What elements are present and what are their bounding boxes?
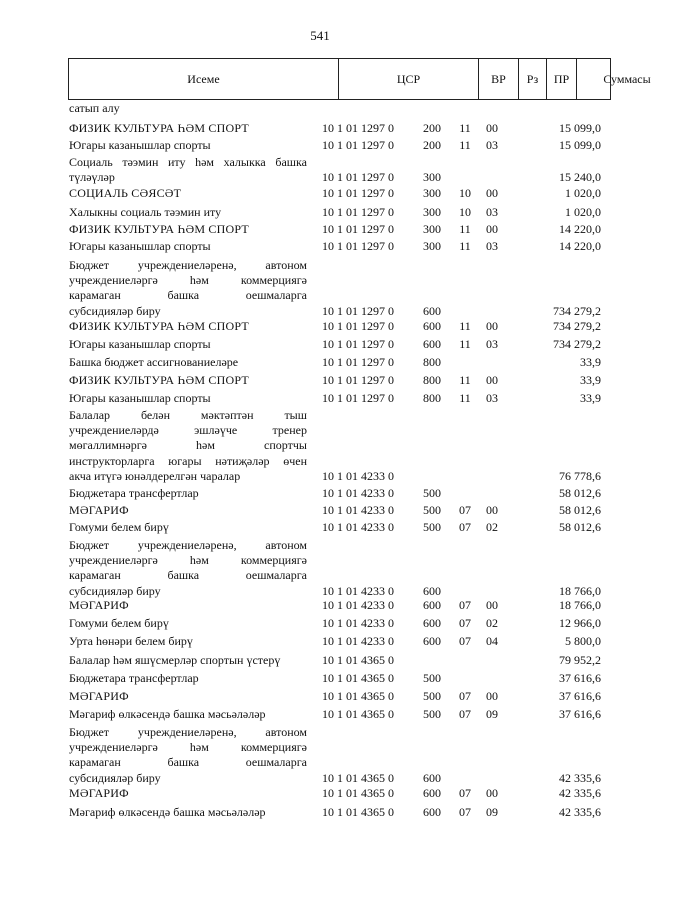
row-pr: 02 bbox=[486, 616, 498, 630]
row-name-line: Бюджет учреждениеләренә, автоном bbox=[69, 258, 307, 272]
row-pr: 02 bbox=[486, 520, 498, 534]
row-sum: 5 800,0 bbox=[565, 634, 601, 648]
row-vr: 500 bbox=[423, 486, 441, 500]
row-rz: 07 bbox=[459, 520, 471, 534]
row-name-line: Балалар һәм яшүсмерләр спортын үстерү bbox=[69, 653, 281, 667]
row-name-line: Бюджетара трансфертлар bbox=[69, 486, 199, 500]
row-name bbox=[69, 486, 307, 501]
row-pr: 03 bbox=[486, 138, 498, 152]
row-sum: 15 099,0 bbox=[559, 121, 601, 135]
row-vr: 600 bbox=[423, 583, 441, 598]
row-vr: 500 bbox=[423, 671, 441, 685]
row-name bbox=[69, 598, 307, 613]
row-sum: 14 220,0 bbox=[559, 239, 601, 253]
row-pr: 00 bbox=[486, 186, 498, 200]
row-sum: 37 616,6 bbox=[559, 707, 601, 721]
row-name-line: Башка бюджет ассигнованиеләре bbox=[69, 355, 239, 369]
row-name-line: МӘГАРИФ bbox=[69, 503, 129, 517]
row-name bbox=[69, 373, 307, 388]
header-pr: ПР bbox=[547, 59, 577, 99]
row-csr: 10 1 01 4365 0 bbox=[322, 707, 394, 721]
row-name bbox=[69, 671, 307, 686]
row-pr: 04 bbox=[486, 634, 498, 648]
page-number: 541 bbox=[310, 28, 330, 43]
row-rz: 11 bbox=[459, 138, 471, 152]
row-sum: 58 012,6 bbox=[559, 503, 601, 517]
row-vr: 500 bbox=[423, 503, 441, 517]
row-csr: 10 1 01 1297 0 bbox=[322, 391, 394, 405]
row-name bbox=[69, 258, 307, 319]
row-name bbox=[69, 391, 307, 406]
row-name-line: МӘГАРИФ bbox=[69, 689, 129, 703]
row-rz: 11 bbox=[459, 239, 471, 253]
header-name: Исеме bbox=[69, 59, 339, 99]
row-name-line: учреждениеләрдә эшләүче тренер bbox=[69, 423, 307, 438]
row-csr: 10 1 01 4233 0 bbox=[322, 634, 394, 648]
row-vr: 300 bbox=[423, 186, 441, 200]
row-sum: 15 099,0 bbox=[559, 138, 601, 152]
row-name-line: учреждениеләргә һәм коммерциягә bbox=[69, 740, 307, 755]
row-vr: 200 bbox=[423, 121, 441, 135]
row-csr: 10 1 01 1297 0 bbox=[322, 319, 394, 333]
row-csr: 10 1 01 4365 0 bbox=[322, 786, 394, 800]
row-name-line: учреждениеләргә һәм коммерциягә bbox=[69, 273, 307, 288]
row-sum: 734 279,2 bbox=[553, 319, 601, 333]
row-csr: 10 1 01 1297 0 bbox=[322, 355, 394, 369]
row-sum: 42 335,6 bbox=[559, 805, 601, 819]
row-name bbox=[69, 520, 307, 535]
row-vr: 800 bbox=[423, 355, 441, 369]
header-sum: Суммасы bbox=[603, 71, 651, 86]
row-vr: 500 bbox=[423, 520, 441, 534]
row-csr: 10 1 01 1297 0 bbox=[322, 170, 394, 185]
row-name-line: Бюджет учреждениеләренә, автоном bbox=[69, 538, 307, 552]
row-vr: 500 bbox=[423, 707, 441, 721]
row-name bbox=[69, 408, 307, 484]
row-vr: 500 bbox=[423, 689, 441, 703]
header-csr: ЦСР bbox=[339, 59, 479, 99]
row-name-line: Югары казанышлар спорты bbox=[69, 239, 211, 253]
row-sum: 12 966,0 bbox=[559, 616, 601, 630]
row-rz: 11 bbox=[459, 337, 471, 351]
row-pr: 03 bbox=[486, 205, 498, 219]
row-csr: 10 1 01 4233 0 bbox=[322, 583, 394, 598]
row-pr: 09 bbox=[486, 805, 498, 819]
row-csr: 10 1 01 1297 0 bbox=[322, 373, 394, 387]
row-name-line: Бюджетара трансфертлар bbox=[69, 671, 199, 685]
row-name-line: МӘГАРИФ bbox=[69, 786, 129, 800]
row-vr: 300 bbox=[423, 239, 441, 253]
row-sum: 58 012,6 bbox=[559, 486, 601, 500]
row-name bbox=[69, 653, 307, 668]
row-sum: 37 616,6 bbox=[559, 689, 601, 703]
row-csr: 10 1 01 4233 0 bbox=[322, 616, 394, 630]
row-sum: 42 335,6 bbox=[559, 770, 601, 785]
row-name-line: сатып алу bbox=[69, 101, 120, 115]
row-name-line: мөгаллимнәргә һәм спортчы bbox=[69, 438, 307, 453]
row-rz: 11 bbox=[459, 222, 471, 236]
row-pr: 03 bbox=[486, 337, 498, 351]
row-pr: 00 bbox=[486, 319, 498, 333]
row-rz: 07 bbox=[459, 634, 471, 648]
row-csr: 10 1 01 4233 0 bbox=[322, 598, 394, 612]
row-vr: 300 bbox=[423, 205, 441, 219]
row-name-line: ФИЗИК КУЛЬТУРА ҺӘМ СПОРТ bbox=[69, 222, 249, 236]
row-name-line: карамаган башка оешмаларга bbox=[69, 288, 307, 303]
row-vr: 800 bbox=[423, 391, 441, 405]
row-name-line: карамаган башка оешмаларга bbox=[69, 755, 307, 770]
row-sum: 18 766,0 bbox=[559, 598, 601, 612]
row-name-line: учреждениеләргә һәм коммерциягә bbox=[69, 553, 307, 568]
row-name-line: ФИЗИК КУЛЬТУРА ҺӘМ СПОРТ bbox=[69, 121, 249, 135]
row-csr: 10 1 01 4365 0 bbox=[322, 653, 394, 667]
row-name-line: Югары казанышлар спорты bbox=[69, 391, 211, 405]
row-name bbox=[69, 725, 307, 786]
row-csr: 10 1 01 1297 0 bbox=[322, 222, 394, 236]
row-csr: 10 1 01 1297 0 bbox=[322, 138, 394, 152]
row-rz: 07 bbox=[459, 786, 471, 800]
row-name-line: субсидияләр биру bbox=[69, 583, 161, 598]
row-rz: 07 bbox=[459, 616, 471, 630]
row-name bbox=[69, 503, 307, 518]
row-csr: 10 1 01 1297 0 bbox=[322, 239, 394, 253]
row-sum: 15 240,0 bbox=[559, 170, 601, 185]
row-name-line: Халыкны социаль тәэмин иту bbox=[69, 205, 222, 219]
row-name-line: субсидияләр биру bbox=[69, 303, 161, 318]
row-name-line: Гомуми белем бирү bbox=[69, 520, 169, 534]
row-rz: 07 bbox=[459, 503, 471, 517]
row-csr: 10 1 01 4365 0 bbox=[322, 770, 394, 785]
row-sum: 1 020,0 bbox=[565, 205, 601, 219]
row-csr: 10 1 01 4233 0 bbox=[322, 520, 394, 534]
row-sum: 37 616,6 bbox=[559, 671, 601, 685]
row-rz: 11 bbox=[459, 373, 471, 387]
row-pr: 00 bbox=[486, 121, 498, 135]
row-vr: 200 bbox=[423, 138, 441, 152]
row-name-line: Мәгариф өлкәсендә башка мәсьәләләр bbox=[69, 707, 266, 721]
row-rz: 07 bbox=[459, 707, 471, 721]
row-name bbox=[69, 205, 307, 220]
row-rz: 07 bbox=[459, 598, 471, 612]
row-sum: 18 766,0 bbox=[559, 583, 601, 598]
row-name bbox=[69, 689, 307, 704]
row-name-line: Бюджет учреждениеләренә, автоном bbox=[69, 725, 307, 739]
row-name-line: Балалар белән мәктәптән тыш bbox=[69, 408, 307, 422]
row-name bbox=[69, 222, 307, 237]
row-name-line: ФИЗИК КУЛЬТУРА ҺӘМ СПОРТ bbox=[69, 319, 249, 333]
row-vr: 600 bbox=[423, 319, 441, 333]
row-name bbox=[69, 186, 307, 201]
row-pr: 00 bbox=[486, 222, 498, 236]
row-name-line: Югары казанышлар спорты bbox=[69, 138, 211, 152]
row-name bbox=[69, 101, 307, 116]
row-vr: 300 bbox=[423, 222, 441, 236]
row-pr: 03 bbox=[486, 391, 498, 405]
row-vr: 600 bbox=[423, 805, 441, 819]
row-sum: 79 952,2 bbox=[559, 653, 601, 667]
row-pr: 00 bbox=[486, 503, 498, 517]
row-name bbox=[69, 805, 307, 820]
row-sum: 1 020,0 bbox=[565, 186, 601, 200]
row-name bbox=[69, 707, 307, 722]
row-rz: 11 bbox=[459, 121, 471, 135]
row-csr: 10 1 01 4233 0 bbox=[322, 468, 394, 483]
row-vr: 600 bbox=[423, 616, 441, 630]
row-rz: 11 bbox=[459, 319, 471, 333]
row-name bbox=[69, 355, 307, 370]
row-sum: 33,9 bbox=[580, 355, 601, 369]
row-vr: 600 bbox=[423, 770, 441, 785]
row-csr: 10 1 01 1297 0 bbox=[322, 121, 394, 135]
row-name-line: СОЦИАЛЬ СӘЯСӘТ bbox=[69, 186, 182, 200]
row-csr: 10 1 01 1297 0 bbox=[322, 186, 394, 200]
row-name bbox=[69, 155, 307, 185]
row-pr: 00 bbox=[486, 689, 498, 703]
row-sum: 734 279,2 bbox=[553, 303, 601, 318]
row-vr: 300 bbox=[423, 170, 441, 185]
row-rz: 07 bbox=[459, 805, 471, 819]
row-name-line: карамаган башка оешмаларга bbox=[69, 568, 307, 583]
row-name-line: Мәгариф өлкәсендә башка мәсьәләләр bbox=[69, 805, 266, 819]
row-name bbox=[69, 319, 307, 334]
row-name-line: Урта һөнәри белем бирү bbox=[69, 634, 193, 648]
row-csr: 10 1 01 4365 0 bbox=[322, 805, 394, 819]
row-csr: 10 1 01 4233 0 bbox=[322, 503, 394, 517]
row-name-line: субсидияләр биру bbox=[69, 770, 161, 785]
row-name bbox=[69, 121, 307, 136]
row-vr: 800 bbox=[423, 373, 441, 387]
row-vr: 600 bbox=[423, 598, 441, 612]
row-vr: 600 bbox=[423, 303, 441, 318]
row-name bbox=[69, 538, 307, 599]
row-csr: 10 1 01 1297 0 bbox=[322, 337, 394, 351]
row-sum: 42 335,6 bbox=[559, 786, 601, 800]
row-rz: 10 bbox=[459, 205, 471, 219]
row-pr: 09 bbox=[486, 707, 498, 721]
row-csr: 10 1 01 1297 0 bbox=[322, 205, 394, 219]
row-csr: 10 1 01 4365 0 bbox=[322, 671, 394, 685]
row-name bbox=[69, 616, 307, 631]
row-name-line: Югары казанышлар спорты bbox=[69, 337, 211, 351]
row-rz: 07 bbox=[459, 689, 471, 703]
row-name-line: Социаль тәэмин иту һәм халыкка башка bbox=[69, 155, 307, 169]
row-name-line: Гомуми белем бирү bbox=[69, 616, 169, 630]
row-name-line: инструкторларга югары нәтиҗәләр өчен bbox=[69, 453, 307, 468]
row-name bbox=[69, 634, 307, 649]
row-csr: 10 1 01 1297 0 bbox=[322, 303, 394, 318]
row-name bbox=[69, 138, 307, 153]
row-sum: 58 012,6 bbox=[559, 520, 601, 534]
row-vr: 600 bbox=[423, 337, 441, 351]
row-rz: 10 bbox=[459, 186, 471, 200]
row-name bbox=[69, 337, 307, 352]
row-name bbox=[69, 239, 307, 254]
row-csr: 10 1 01 4365 0 bbox=[322, 689, 394, 703]
row-name bbox=[69, 786, 307, 801]
row-sum: 76 778,6 bbox=[559, 468, 601, 483]
row-vr: 600 bbox=[423, 634, 441, 648]
row-pr: 00 bbox=[486, 598, 498, 612]
row-sum: 14 220,0 bbox=[559, 222, 601, 236]
row-name-line: түләүләр bbox=[69, 170, 115, 185]
row-pr: 03 bbox=[486, 239, 498, 253]
header-vr: ВР bbox=[479, 59, 519, 99]
row-vr: 600 bbox=[423, 786, 441, 800]
row-sum: 734 279,2 bbox=[553, 337, 601, 351]
header-rz: Рз bbox=[519, 59, 547, 99]
row-name-line: МӘГАРИФ bbox=[69, 598, 129, 612]
row-pr: 00 bbox=[486, 373, 498, 387]
row-pr: 00 bbox=[486, 786, 498, 800]
row-sum: 33,9 bbox=[580, 373, 601, 387]
row-rz: 11 bbox=[459, 391, 471, 405]
row-csr: 10 1 01 4233 0 bbox=[322, 486, 394, 500]
row-name-line: акча итүгә юнәлдерелгән чаралар bbox=[69, 468, 241, 483]
row-sum: 33,9 bbox=[580, 391, 601, 405]
row-name-line: ФИЗИК КУЛЬТУРА ҺӘМ СПОРТ bbox=[69, 373, 249, 387]
